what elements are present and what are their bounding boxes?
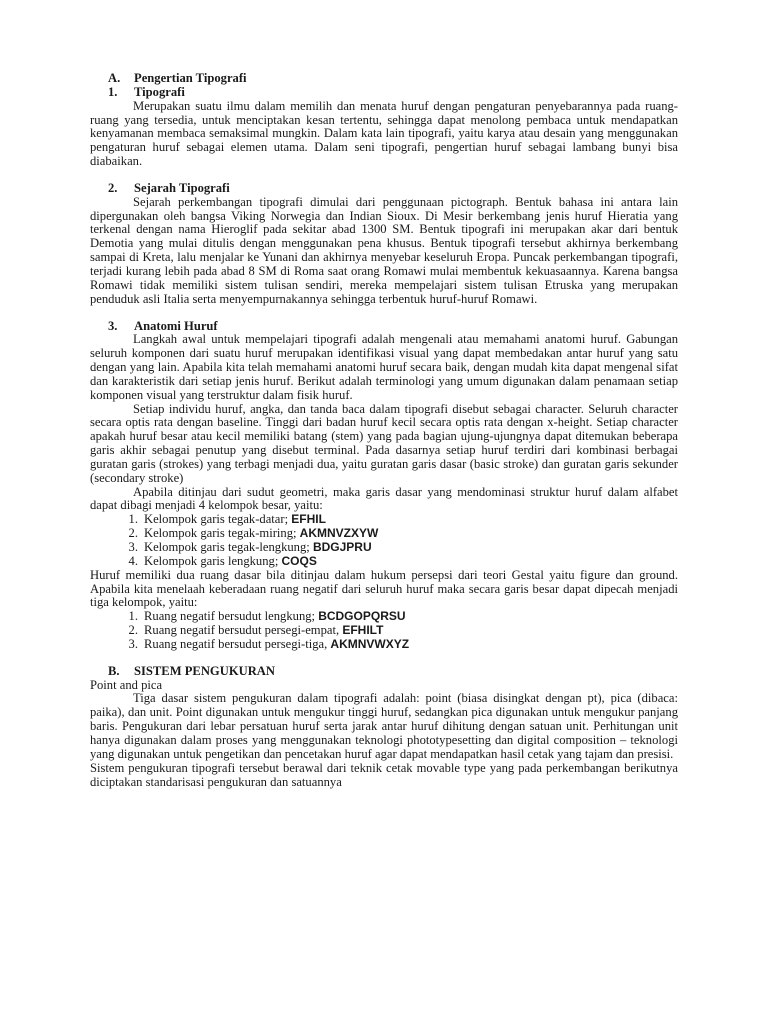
list-item bbox=[90, 541, 678, 555]
list-item-number: 4. bbox=[128, 553, 138, 568]
list-item-letters: AKMNVZXYW bbox=[299, 526, 379, 541]
list-item-letters: BCDGOPQRSU bbox=[318, 609, 406, 624]
list-item-number: 1. bbox=[128, 609, 138, 624]
paragraph-sejarah: Sejarah perkembangan tipografi dimulai dari penggunaan pictograph. Bentuk bahasa ini antara lain dipergunakan oleh bangsa Viking Norwegia dan Indian Sioux. Di Mesir berkembang jenis huruf Hieratia yang terkenal dengan nama Hieroglif pada sekitar abad 1300 SM. Bentuk tipografi ini merupakan akar dari bentuk Demotia yang mulai ditulis dengan menggunakan pena khusus. Bentuk tipografi tersebut akhirnya berkembang sampai di Kreta, lalu menjalar ke Yunani dan akhirnya menyebar keseluruh Eropa. Puncak perkembangan tipografi, terjadi kurang lebih pada abad 8 SM di Roma saat orang Romawi mulai membentuk kekuasaannya. Karena bangsa Romawi tidak memiliki sistem tulisan sendiri, mereka mempelajari sistem tulisan Etruska yang merupakan penduduk asli Italia serta menyempurnakannya sehingga terbentuk huruf-huruf Romawi. bbox=[90, 194, 678, 306]
paragraph-anatomi-intro: Langkah awal untuk mempelajari tipografi adalah mengenali atau memahami anatomi huruf. Gabungan seluruh komponen dari suatu huruf merupakan identifikasi visual yang dapat membedakan antar huruf yang satu dengan yang lain. Apabila kita telah memahami anatomi huruf secara baik, dengan mudah kita dapat mengenal sifat dan karakteristik dari setiap jenis huruf. Berikut adalah terminologi yang umum digunakan dalam penamaan setiap komponen visual yang terstruktur dalam fisik huruf. bbox=[90, 332, 678, 402]
list-item-letters: AKMNVWXYZ bbox=[330, 636, 410, 651]
list-item-text: Kelompok garis tegak-datar; bbox=[144, 512, 289, 527]
list-item bbox=[90, 527, 678, 541]
section-b-subtitle: Point and pica bbox=[90, 677, 163, 692]
list-item-text: Kelompok garis tegak-miring; bbox=[144, 526, 297, 541]
subheading-number: 2. bbox=[108, 180, 118, 195]
list-item-text: Ruang negatif bersudut lengkung; bbox=[144, 609, 316, 624]
list-item-letters: EFHILT bbox=[342, 623, 384, 638]
negative-space-list bbox=[90, 610, 678, 652]
subheading-title: Sejarah Tipografi bbox=[134, 180, 230, 195]
stroke-group-list bbox=[90, 513, 678, 568]
paragraph-anatomi-geometri: Apabila ditinjau dari sudut geometri, maka garis dasar yang mendominasi struktur huruf dalam alfabet dapat dibagi menjadi 4 kelompok besar, yaitu: bbox=[90, 484, 678, 513]
subheading-tipografi bbox=[90, 86, 678, 100]
section-a-number: A. bbox=[108, 71, 121, 85]
list-item bbox=[90, 638, 678, 652]
list-item bbox=[90, 555, 678, 569]
document-body bbox=[90, 72, 678, 789]
subheading-sejarah bbox=[90, 182, 678, 196]
list-item-text: Ruang negatif bersudut persegi-tiga, bbox=[144, 636, 328, 651]
list-item bbox=[90, 610, 678, 624]
paragraph-ruang-dasar: Huruf memiliki dua ruang dasar bila ditinjau dalam hukum persepsi dari teori Gestal yaitu figure dan ground. Apabila kita menelaah keberadaan ruang negatif dari seluruh huruf maka secara garis besar dapat dipecah menjadi tiga kelompok, yaitu: bbox=[90, 567, 678, 610]
list-item-number: 3. bbox=[128, 636, 138, 651]
list-item-letters: COQS bbox=[281, 553, 317, 568]
list-item-text: Kelompok garis lengkung; bbox=[144, 553, 279, 568]
list-item-number: 2. bbox=[128, 623, 138, 638]
list-item-letters: BDGJPRU bbox=[312, 540, 372, 554]
subheading-title: Anatomi Huruf bbox=[134, 318, 218, 333]
section-a-title: Pengertian Tipografi bbox=[134, 71, 247, 85]
paragraph-tipografi: Merupakan suatu ilmu dalam memilih dan menata huruf dengan pengaturan penyebarannya pada ruang-ruang yang tersedia, untuk menciptakan kesan tertentu, sehingga dapat menolong pembaca untuk mendapatkan kenyamanan membaca semaksimal mungkin. Dalam kata lain tipografi, yaitu karya atau desain yang menggunakan pengaturan huruf sebagai elemen utama. Dalam seni tipografi, pengertian huruf sebagai lambang bunyi bisa diabaikan. bbox=[90, 98, 678, 169]
subheading-number: 3. bbox=[108, 318, 118, 333]
list-item bbox=[90, 513, 678, 527]
list-item-text: Ruang negatif bersudut persegi-empat, bbox=[144, 623, 340, 638]
paragraph-movable-type: Sistem pengukuran tipografi tersebut berawal dari teknik cetak movable type yang pada perkembangan berikutnya diciptakan standarisasi pengukuran dan satuannya bbox=[90, 760, 678, 789]
list-item-text: Kelompok garis tegak-lengkung; bbox=[144, 540, 310, 554]
list-item-number: 2. bbox=[128, 526, 138, 541]
section-b-heading bbox=[90, 665, 678, 679]
list-item-number: 3. bbox=[128, 540, 138, 554]
paragraph-anatomi-character: Setiap individu huruf, angka, dan tanda baca dalam tipografi disebut sebagai character. Seluruh character secara optis rata dengan baseline. Tinggi dari badan huruf kecil secara optis rata dengan x-height. Setiap character apakah huruf besar atau kecil memiliki batang (stem) yang pada bagian ujung-ujungnya dapat ditemukan beberapa garis akhir sebagai penutup yang disebut terminal. Pada dasarnya setiap huruf terdiri dari kombinasi berbagai guratan garis (strokes) yang terbagi menjadi dua, yaitu guratan garis dasar (basic stroke) dan guratan garis sekunder (secondary stroke) bbox=[90, 401, 678, 485]
subheading-number: 1. bbox=[108, 84, 118, 99]
list-item-letters: EFHIL bbox=[291, 512, 326, 527]
section-b-title: SISTEM PENGUKURAN bbox=[134, 663, 275, 678]
section-a-heading bbox=[90, 72, 678, 86]
paragraph-pengukuran: Tiga dasar sistem pengukuran dalam tipografi adalah: point (biasa disingkat dengan pt), pica (dibaca: paika), dan unit. Point digunakan untuk mengukur tinggi huruf, sedangkan pica digunakan untuk mengukur panjang baris. Pengukuran dari lebar persatuan huruf serta jarak antar huruf dihitung dengan satuan unit. Perhitungan unit hanya digunakan dalam proses yang menggunakan teknologi phototypesetting dan digital composition – teknologi yang digunakan untuk pengetikan dan pencetakan huruf agar dapat mendapatkan hasil cetak yang tajam dan presisi. bbox=[90, 691, 678, 761]
subheading-title: Tipografi bbox=[134, 84, 185, 99]
list-item-number: 1. bbox=[128, 512, 138, 527]
subheading-anatomi bbox=[90, 320, 678, 334]
section-b-number: B. bbox=[108, 663, 120, 678]
list-item bbox=[90, 624, 678, 638]
